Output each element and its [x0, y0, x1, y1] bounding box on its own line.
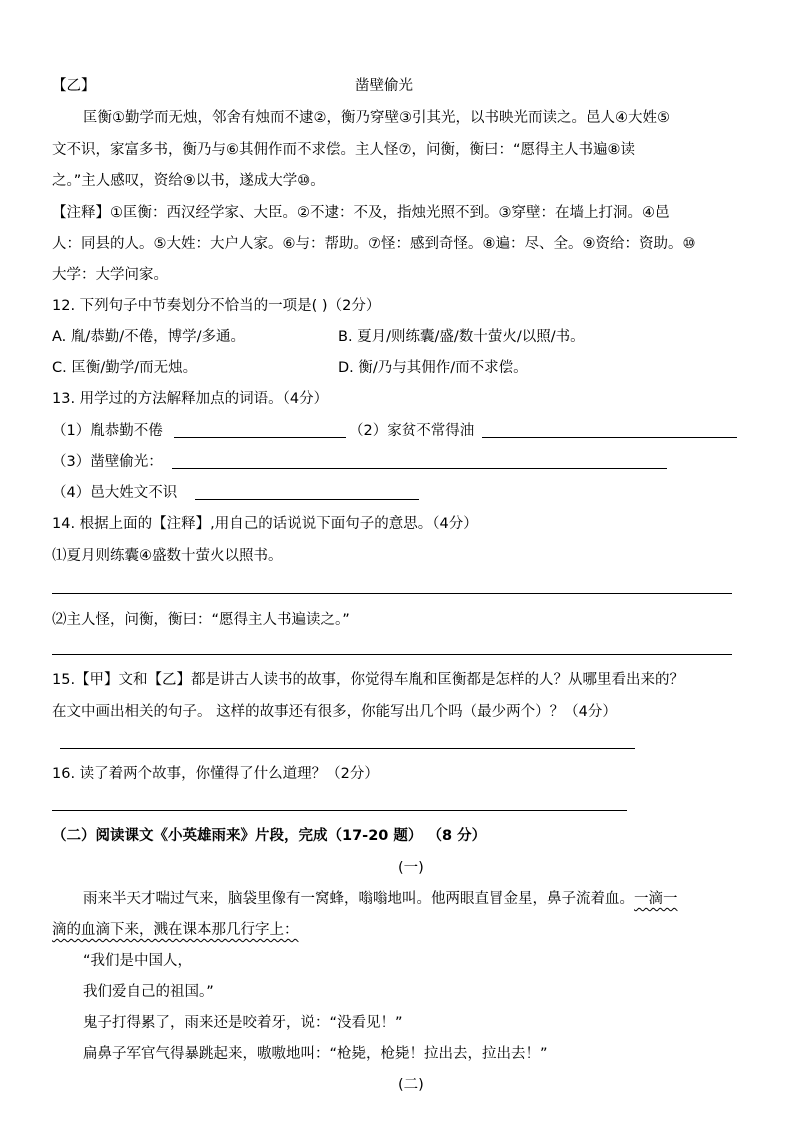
passage-line: 文不识，家富多书，衡乃与⑥其佣作而不求偿。主人怪⑦，问衡，衡曰：“愿得主人书遍⑧读	[52, 142, 636, 158]
passage-title: 凿壁偷光	[355, 78, 413, 94]
passage-line	[52, 920, 299, 940]
answer-line[interactable]	[52, 593, 732, 594]
section-heading: （二）阅读课文《小英雄雨来》片段，完成（17-20 题） （8 分）	[52, 828, 487, 844]
question-13-stem: 13. 用学过的方法解释加点的词语。（4分）	[52, 391, 329, 407]
section-label: 【乙】	[52, 78, 96, 94]
passage-text: 雨来半天才喘过气来，脑袋里像有一窝蜂，嗡嗡地叫。他两眼直冒金星，鼻子流着血。	[83, 891, 634, 907]
notes-line: 大学：大学问家。	[52, 267, 168, 283]
option-a[interactable]: A. 胤/恭勤/不倦，博学/多通。	[52, 329, 246, 345]
quote-line: 我们爱自己的祖国。”	[83, 984, 214, 1000]
answer-line[interactable]	[52, 654, 732, 655]
q13-item-2: （2）家贫不常得油	[349, 423, 475, 439]
q13-item-4: （4）邑大姓文不识	[52, 485, 178, 501]
marked-text: 滴的血滴下来，溅在课本那几行字上：	[52, 922, 299, 938]
notes-line: 人：同县的人。⑤大姓：大户人家。⑥与：帮助。⑦怪：感到奇怪。⑧遍：尽、全。⑨资给：资助。⑩	[52, 236, 696, 252]
notes-line: 【注释】①匡衡：西汉经学家、大臣。②不逮：不及，指烛光照不到。③穿壁：在墙上打洞。④邑	[52, 205, 670, 221]
question-15-line: 在文中画出相关的句子。 这样的故事还有很多，你能写出几个吗（最少两个）？（4分）	[52, 704, 617, 720]
subsection-marker: (一)	[398, 860, 424, 876]
option-c[interactable]: C. 匡衡/勤学/而无烛。	[52, 360, 198, 376]
question-16-stem: 16. 读了着两个故事，你懂得了什么道理？（2分）	[52, 766, 379, 782]
passage-line	[83, 889, 678, 909]
question-12-stem: 12. 下列句子中节奏划分不恰当的一项是( )（2分）	[52, 298, 381, 314]
question-14-stem: 14. 根据上面的【注释】,用自己的话说说下面句子的意思。（4分）	[52, 516, 478, 532]
q14-sentence-1: ⑴夏月则练囊④盛数十萤火以照书。	[52, 548, 283, 564]
option-d[interactable]: D. 衡/乃与其佣作/而不求偿。	[338, 360, 528, 376]
passage-line: 匡衡①勤学而无烛，邻舍有烛而不逮②，衡乃穿壁③引其光，以书映光而读之。邑人④大姓⑤	[83, 110, 670, 126]
answer-line[interactable]	[482, 437, 737, 438]
question-15-line: 15.【甲】文和【乙】都是讲古人读书的故事，你觉得车胤和匡衡都是怎样的人？从哪里看出来的？	[52, 672, 685, 688]
passage-line: 鬼子打得累了，雨来还是咬着牙，说：“没看见！”	[83, 1015, 403, 1031]
option-b[interactable]: B. 夏月/则练囊/盛/数十萤火/以照/书。	[338, 329, 585, 345]
answer-line[interactable]	[174, 437, 346, 438]
answer-line[interactable]	[60, 748, 635, 749]
marked-text: 一滴一	[634, 891, 678, 907]
answer-line[interactable]	[52, 810, 627, 811]
passage-line: 扁鼻子军官气得暴跳起来，嗷嗷地叫：“枪毙，枪毙！拉出去，拉出去！”	[83, 1046, 548, 1062]
answer-line[interactable]	[195, 499, 419, 500]
q13-item-3: （3）凿壁偷光：	[52, 454, 163, 470]
passage-line: 之。”主人感叹，资给⑨以书，遂成大学⑩。	[52, 173, 325, 189]
q13-item-1: （1）胤恭勤不倦	[52, 423, 163, 439]
q14-sentence-2: ⑵主人怪，问衡，衡曰：“愿得主人书遍读之。”	[52, 612, 350, 628]
subsection-marker: (二)	[398, 1077, 424, 1093]
quote-line: “我们是中国人，	[83, 953, 193, 969]
answer-line[interactable]	[172, 468, 667, 469]
